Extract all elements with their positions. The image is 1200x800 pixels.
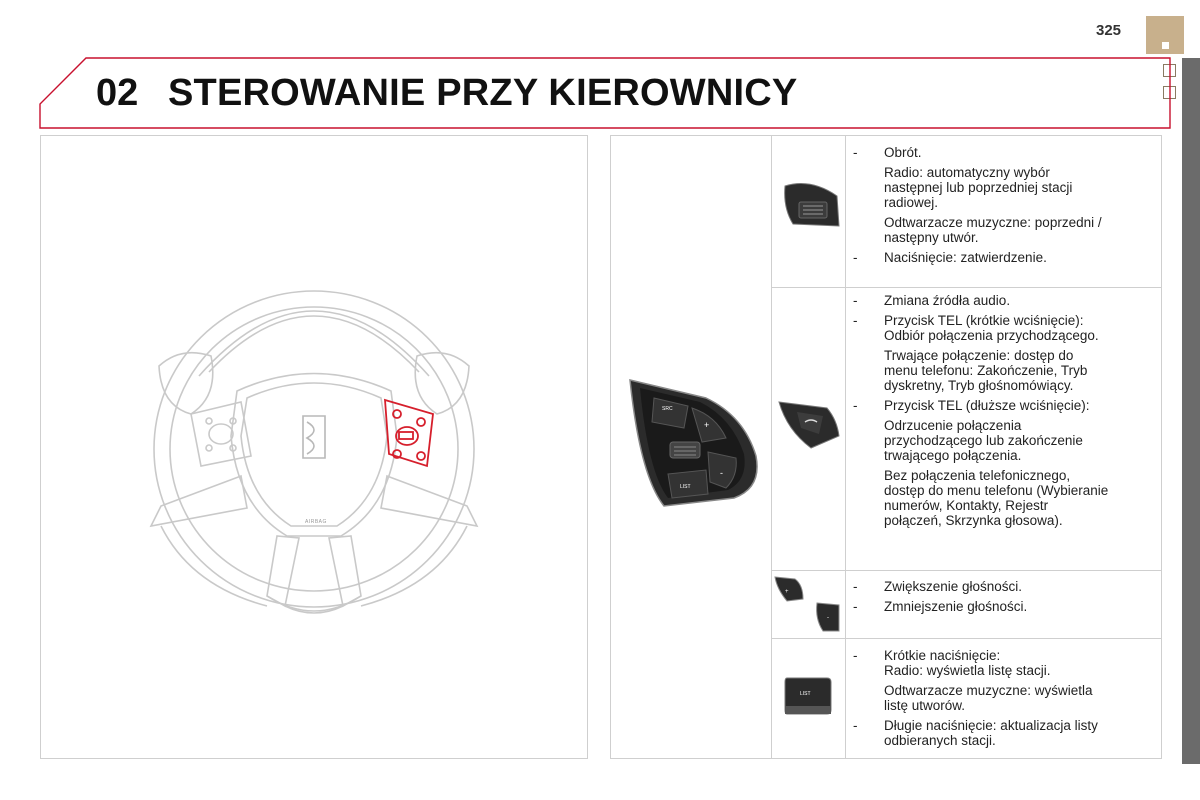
chapter-tab-marker bbox=[1146, 16, 1184, 54]
rotary-thumbwheel-icon bbox=[781, 178, 841, 228]
row-3-description: - Zwiększenie głośności. - Zmniejszenie głośności. bbox=[853, 579, 1028, 614]
section-number: 02 bbox=[96, 72, 139, 114]
chapter-side-bar bbox=[1182, 58, 1200, 764]
right-control-cluster-closeup bbox=[626, 376, 762, 510]
src-tel-button-icon bbox=[777, 400, 841, 450]
list-button-label: LIST bbox=[680, 484, 691, 490]
svg-text:+: + bbox=[785, 589, 789, 595]
row-2-description: - Zmiana źródła audio. - Przycisk TEL (krótkie wciśnięcie): Odbiór połączenia przychodzącego. Trwające połączenie: dostęp do menu telefonu: Zakończenie, Tryb dyskretny, Tryb głośnomówiący. - Przycisk TEL (dłuższe wciśnięcie): Odrzucenie połączenia przychodzącego lub zakończenie trwającego połączenia. Bez połączenia telefonicznego, dostęp do menu telefonu (Wybieranie numerów, Kontakty, Rejestr połączeń, Skrzynka głosowa). bbox=[853, 293, 1109, 528]
plus-button-label: + bbox=[704, 420, 710, 430]
src-button-label: SRC bbox=[662, 406, 673, 412]
page-number: 325 bbox=[1096, 22, 1122, 39]
volume-buttons-icon bbox=[773, 575, 843, 633]
svg-text:-: - bbox=[827, 615, 829, 621]
steering-wheel-illustration bbox=[40, 135, 588, 759]
list-button-icon bbox=[783, 676, 833, 716]
row-1-description: - Obrót. Radio: automatyczny wybór następnej lub poprzedniej stacji radiowej. Odtwarzacze muzyczne: poprzedni / następny utwór. - Naciśnięcie: zatwierdzenie. bbox=[853, 145, 1102, 265]
list-icon-label: LIST bbox=[800, 691, 811, 697]
row-4-description: - Krótkie naciśnięcie: Radio: wyświetla listę stacji. Odtwarzacze muzyczne: wyświetla listę utworów. - Długie naciśnięcie: aktualizacja listy odbieranych stacji. bbox=[853, 648, 1098, 748]
page-title: STEROWANIE PRZY KIEROWNICY bbox=[168, 72, 798, 114]
airbag-label: AIRBAG bbox=[305, 519, 327, 525]
minus-button-label: - bbox=[720, 468, 723, 478]
